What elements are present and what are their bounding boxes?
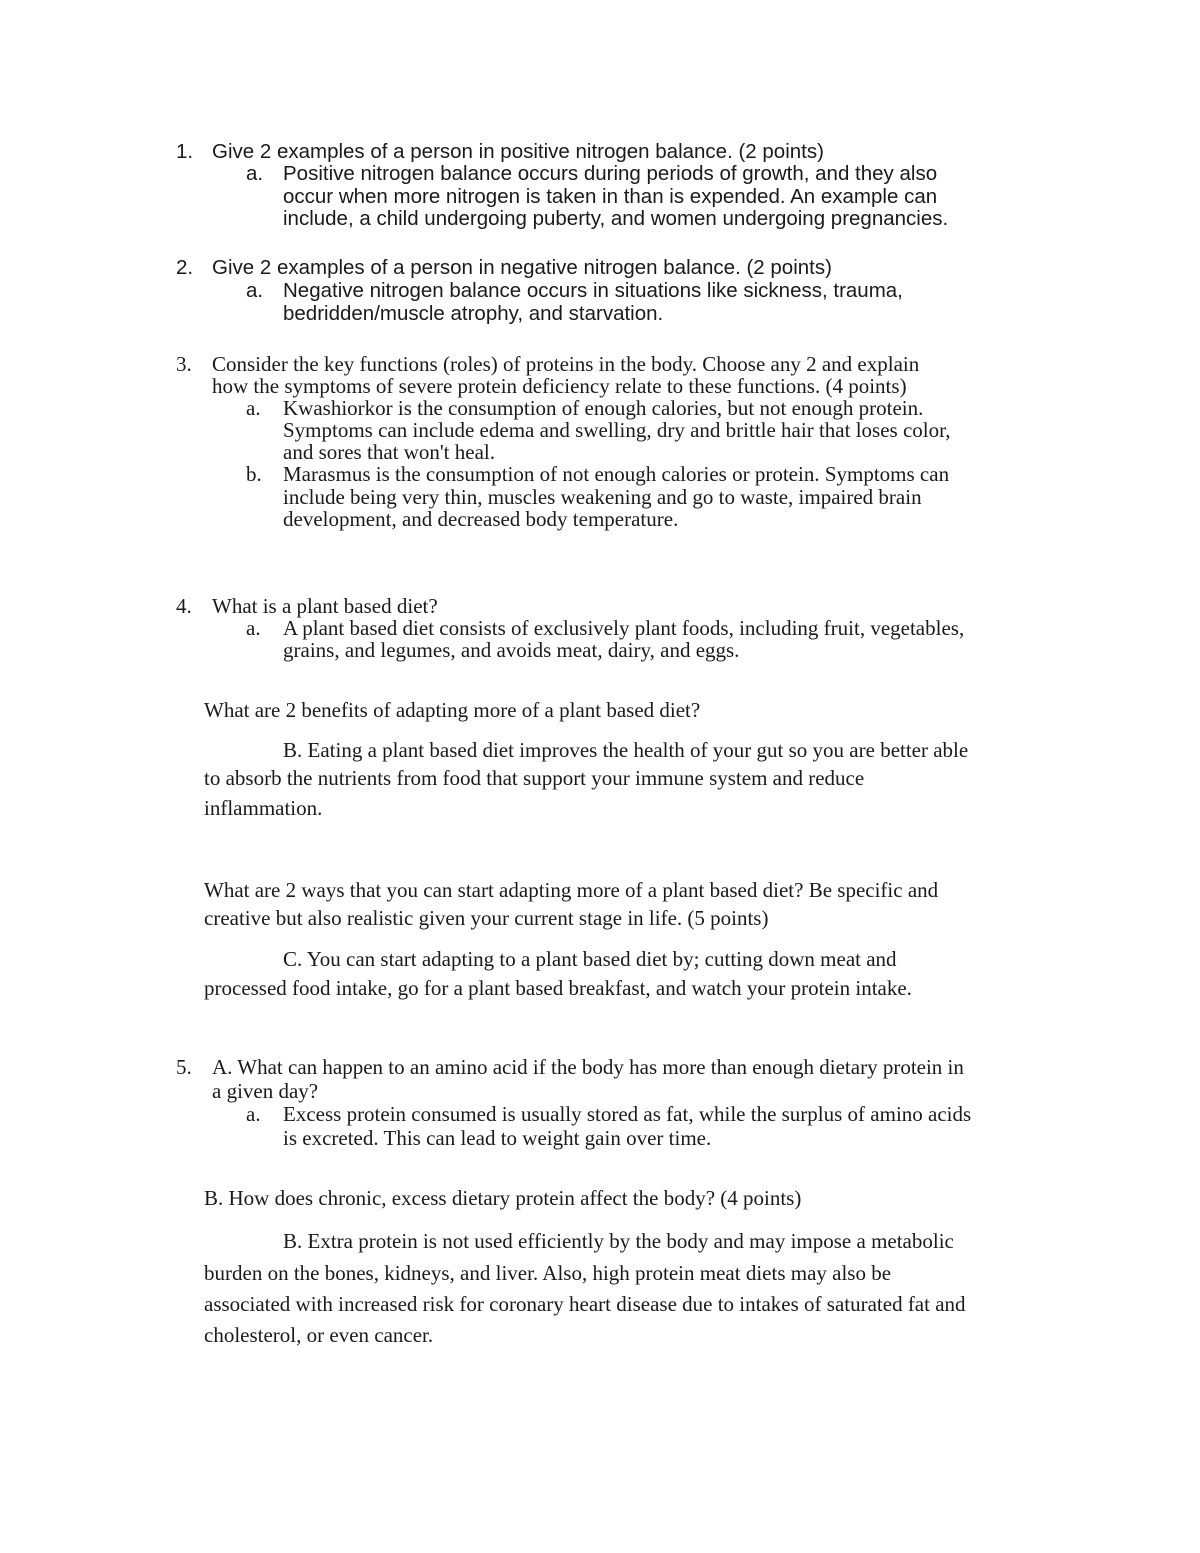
question-text: how the symptoms of severe protein deficiency relate to these functions. (4 points) — [212, 374, 907, 398]
part-b-question: B. How does chronic, excess dietary protein affect the body? (4 points) — [204, 1186, 802, 1210]
answer-letter: a. — [246, 1102, 261, 1126]
answer-line: Symptoms can include edema and swelling, dry and brittle hair that loses color, — [283, 418, 951, 442]
question-text: Give 2 examples of a person in negative nitrogen balance. (2 points) — [212, 256, 832, 279]
answer-line: inflammation. — [204, 796, 323, 820]
answer-line: C. You can start adapting to a plant based diet by; cutting down meat and — [283, 947, 897, 971]
answer-line: Positive nitrogen balance occurs during periods of growth, and they also — [283, 162, 938, 185]
answer-line: is excreted. This can lead to weight gain over time. — [283, 1126, 712, 1150]
answer-letter: a. — [246, 616, 261, 640]
question-number: 4. — [176, 594, 192, 618]
question-text: A. What can happen to an amino acid if the body has more than enough dietary protein in — [212, 1055, 964, 1079]
answer-line: associated with increased risk for coronary heart disease due to intakes of saturated fat and — [204, 1292, 966, 1316]
question-number: 5. — [176, 1055, 192, 1079]
question-number: 2. — [176, 256, 194, 279]
answer-line: B. Eating a plant based diet improves the health of your gut so you are better able — [283, 738, 969, 762]
answer-line: Marasmus is the consumption of not enough calories or protein. Symptoms can — [283, 462, 950, 486]
question-text: Give 2 examples of a person in positive nitrogen balance. (2 points) — [212, 140, 824, 163]
question-text: Consider the key functions (roles) of proteins in the body. Choose any 2 and explain — [212, 352, 920, 376]
answer-line: grains, and legumes, and avoids meat, dairy, and eggs. — [283, 638, 740, 662]
answer-line: occur when more nitrogen is taken in than is expended. An example can — [283, 184, 938, 208]
answer-line: cholesterol, or even cancer. — [204, 1323, 434, 1347]
answer-line: burden on the bones, kidneys, and liver. Also, high protein meat diets may also be — [204, 1261, 892, 1285]
question-text: What is a plant based diet? — [212, 594, 438, 618]
answer-line: bedridden/muscle atrophy, and starvation. — [283, 302, 664, 325]
question-number: 3. — [176, 352, 192, 376]
answer-line: B. Extra protein is not used efficiently by the body and may impose a metabolic — [283, 1229, 954, 1253]
answer-letter: a. — [246, 162, 264, 185]
answer-letter: b. — [246, 462, 262, 486]
answer-line: processed food intake, go for a plant based breakfast, and watch your protein intake. — [204, 976, 912, 1000]
question-text: a given day? — [212, 1079, 319, 1103]
answer-line: and sores that won't heal. — [283, 440, 495, 464]
answer-line: Excess protein consumed is usually stored as fat, while the surplus of amino acids — [283, 1102, 972, 1126]
answer-line: to absorb the nutrients from food that support your immune system and reduce — [204, 766, 865, 790]
ways-question: creative but also realistic given your current stage in life. (5 points) — [204, 906, 769, 930]
question-number: 1. — [176, 140, 194, 163]
benefits-question: What are 2 benefits of adapting more of a plant based diet? — [204, 698, 701, 722]
answer-line: Negative nitrogen balance occurs in situations like sickness, trauma, — [283, 279, 903, 302]
answer-line: A plant based diet consists of exclusively plant foods, including fruit, vegetables, — [283, 616, 965, 640]
answer-line: include being very thin, muscles weakening and go to waste, impaired brain — [283, 484, 922, 509]
answer-line: include, a child undergoing puberty, and women undergoing pregnancies. — [283, 207, 949, 230]
answer-letter: a. — [246, 279, 264, 302]
answer-letter: a. — [246, 396, 261, 420]
ways-question: What are 2 ways that you can start adapting more of a plant based diet? Be specific and — [204, 878, 939, 902]
answer-line: Kwashiorkor is the consumption of enough calories, but not enough protein. — [283, 396, 924, 420]
answer-line: development, and decreased body temperature. — [283, 507, 679, 531]
